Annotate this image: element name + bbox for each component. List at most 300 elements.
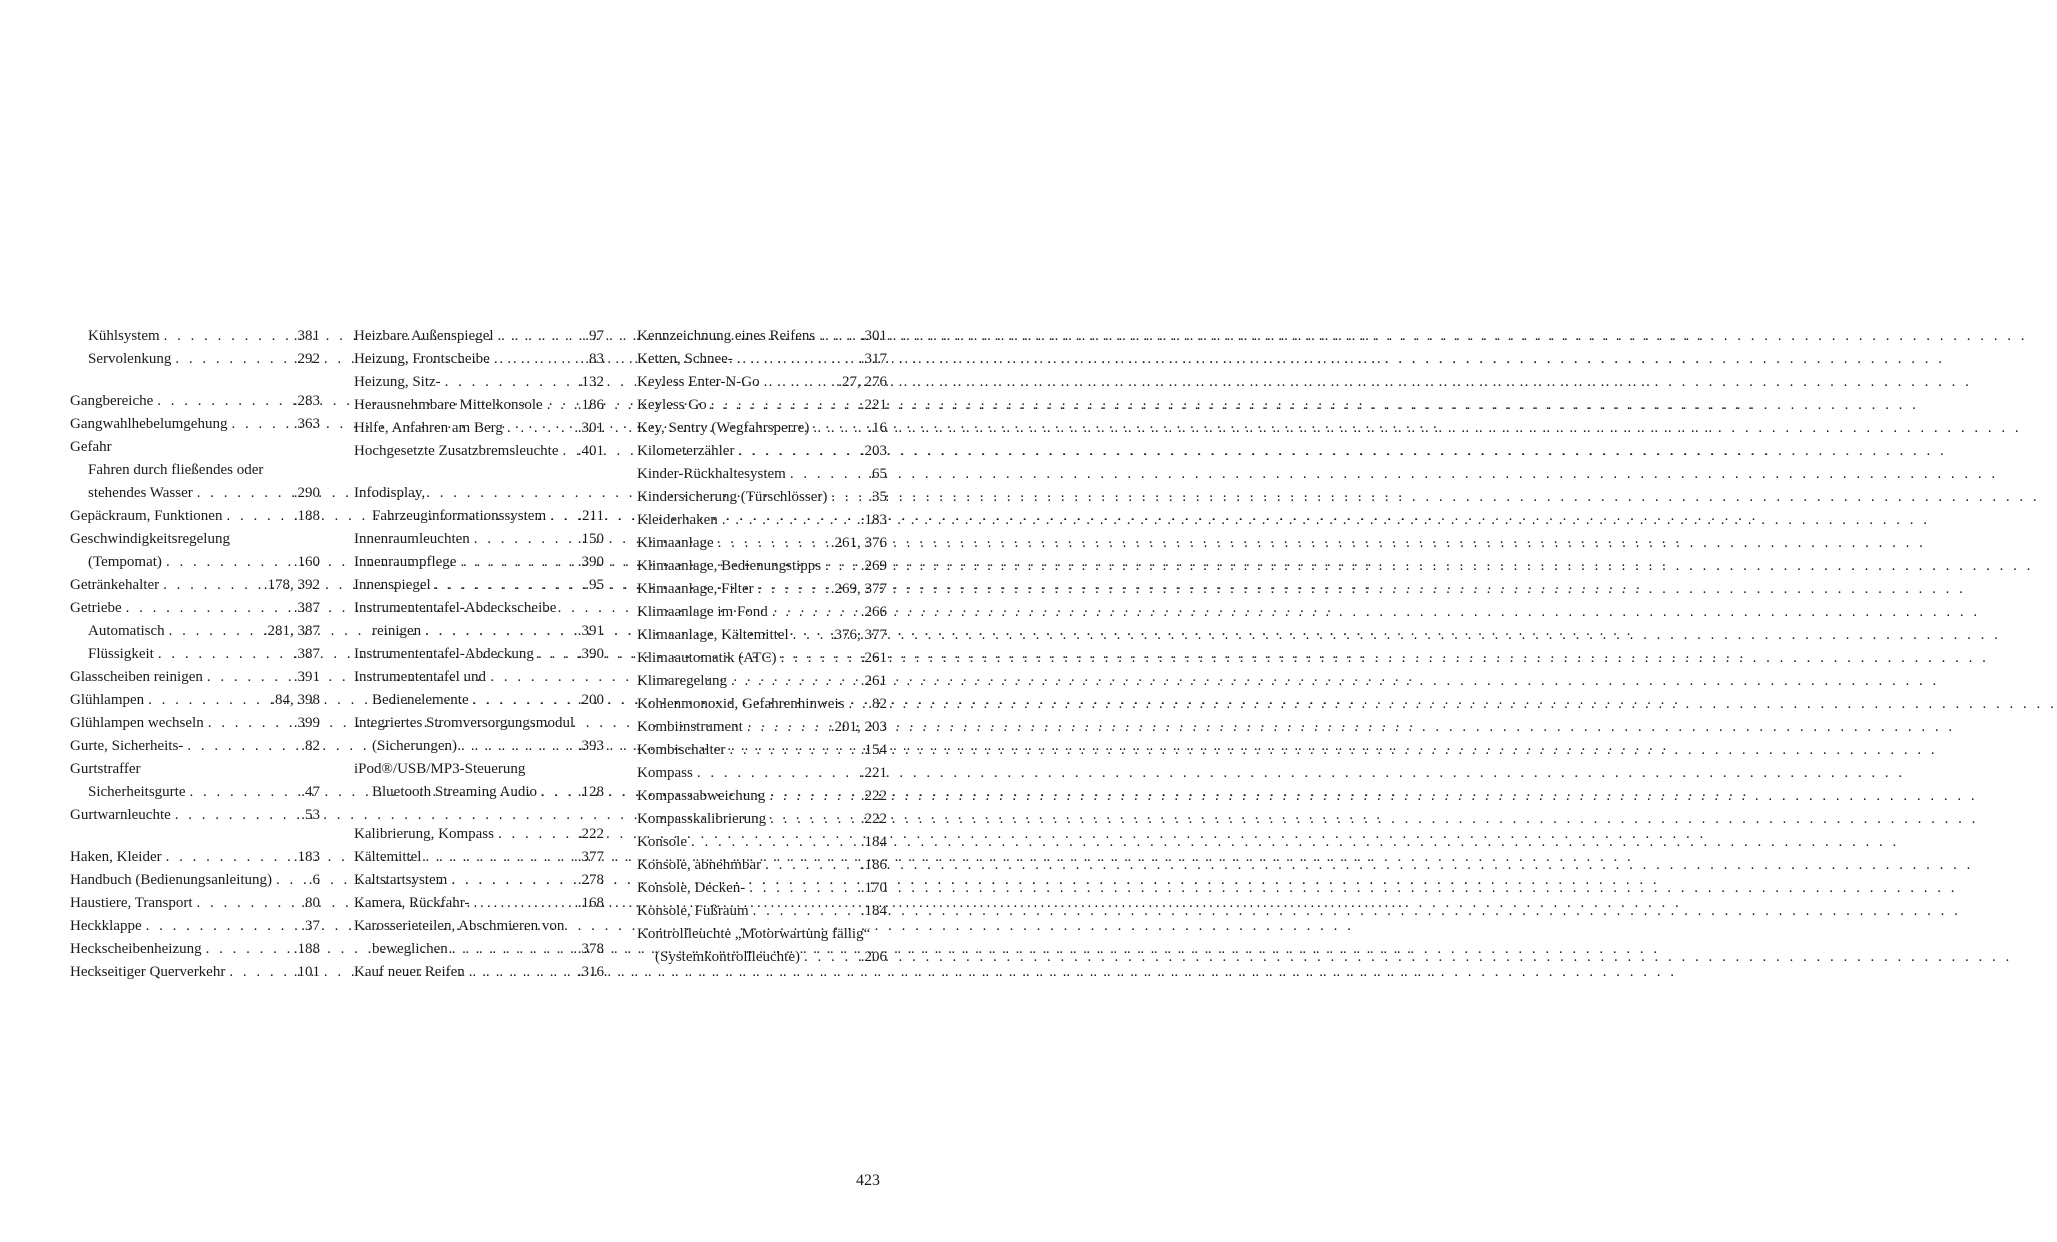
index-entry-page: .203	[860, 443, 887, 459]
index-entry-page: .391	[577, 623, 604, 639]
index-entry-page: .261	[860, 673, 887, 689]
index-entry-page: .387	[293, 646, 320, 662]
index-entry	[637, 762, 887, 785]
index-entry-text: Gurtwarnleuchte	[70, 807, 171, 823]
index-entry	[354, 325, 604, 348]
index-entry	[70, 436, 320, 459]
dot-leader	[541, 781, 576, 804]
index-entry	[354, 348, 604, 371]
dot-leader	[158, 643, 292, 666]
index-entry	[354, 689, 604, 712]
index-entry-page: .221	[860, 765, 887, 781]
index-entry-page: .178, 392	[263, 577, 320, 593]
index-entry-text: Key, Sentry (Wegfahrsperre)	[637, 420, 810, 436]
index-entry	[637, 371, 887, 394]
index-entry-text: Gurte, Sicherheits-	[70, 738, 184, 754]
index-entry	[354, 482, 604, 505]
index-entry-page: .390	[577, 646, 604, 662]
index-entry	[70, 689, 320, 712]
index-entry-page: .390	[577, 554, 604, 570]
index-entry	[354, 505, 604, 528]
index-entry-text: Handbuch (Bedienungsanleitung)	[70, 872, 273, 888]
index-entry-text: Kombiinstrument	[637, 719, 743, 735]
dot-leader	[563, 440, 576, 463]
index-entry-page: .188	[293, 941, 320, 957]
index-entry-page: .269, 377	[830, 581, 887, 597]
index-entry	[637, 854, 887, 877]
dot-leader	[229, 961, 291, 984]
index-entry	[70, 597, 320, 620]
index-entry-text: Hochgesetzte Zusatzbremsleuchte	[354, 443, 559, 459]
index-entry	[70, 735, 320, 758]
index-entry-text: Fahrzeuginformationssystem	[372, 508, 547, 524]
index-entry	[70, 781, 320, 804]
index-entry-text: Kauf neuer Reifen	[354, 964, 465, 980]
dot-leader	[164, 325, 292, 348]
index-entry-page: .47	[301, 784, 320, 800]
index-entry	[70, 892, 320, 915]
index-entry	[637, 808, 887, 831]
dot-leader	[208, 712, 292, 735]
index-entry-text: Kombischalter	[637, 742, 726, 758]
index-entry-text: Herausnehmbare Mittelkonsole	[354, 397, 543, 413]
index-entry-text: Bedienelemente	[372, 692, 469, 708]
index-entry	[637, 670, 887, 693]
dot-leader	[731, 670, 859, 693]
index-entry-text: Kompass	[637, 765, 693, 781]
dot-leader	[452, 938, 576, 961]
page-number: 423	[856, 1172, 880, 1189]
index-entry-text: Kennzeichnung eines Reifens	[637, 328, 816, 344]
index-entry-text: Heckseitiger Querverkehr	[70, 964, 226, 980]
dot-leader	[765, 854, 859, 877]
section-gap	[354, 463, 604, 482]
index-entry	[70, 915, 320, 938]
index-entry	[70, 938, 320, 961]
index-entry	[70, 620, 320, 643]
index-entry-page: .391	[293, 669, 320, 685]
index-entry	[70, 846, 320, 869]
index-entry-text: Heizung, Sitz-	[354, 374, 441, 390]
index-entry	[637, 555, 887, 578]
index-entry-page: .170	[860, 880, 887, 896]
index-entry	[637, 923, 887, 946]
dot-leader	[769, 785, 858, 808]
dot-leader	[772, 601, 859, 624]
index-entry-page: .378	[577, 941, 604, 957]
index-entry	[70, 804, 320, 827]
index-entry-page: .222	[860, 788, 887, 804]
index-entry-page: .278	[577, 872, 604, 888]
index-entry	[354, 394, 604, 417]
index-entry-page: .186	[577, 397, 604, 413]
dot-leader	[435, 574, 584, 597]
index-entry-text: Integriertes Stromversorgungsmodul	[354, 715, 575, 731]
index-entry-page: .128	[577, 784, 604, 800]
index-entry	[70, 712, 320, 735]
dot-leader	[494, 348, 583, 371]
index-entry	[70, 325, 320, 348]
index-entry-page: .16	[868, 420, 887, 436]
index-entry	[354, 823, 604, 846]
index-entry	[354, 915, 604, 938]
index-entry-page: .222	[860, 811, 887, 827]
index-entry-text: Keyless Go	[637, 397, 707, 413]
section-gap	[70, 371, 320, 390]
index-entry	[354, 892, 604, 915]
dot-leader	[166, 846, 292, 869]
index-entry-text: Kohlenmonoxid, Gefahrenhinweis	[637, 696, 845, 712]
index-entry-page: .150	[577, 531, 604, 547]
index-entry-text: Geschwindigkeitsregelung	[70, 531, 230, 547]
index-entry-text: (Systemkontrollleuchte)	[655, 949, 800, 965]
index-entry-text: Haken, Kleider	[70, 849, 162, 865]
index-entry	[70, 459, 320, 482]
index-entry	[354, 574, 604, 597]
index-entry	[70, 413, 320, 436]
dot-leader	[758, 578, 829, 601]
index-entry	[637, 877, 887, 900]
index-entry	[637, 647, 887, 670]
index-entry	[354, 781, 604, 804]
index-entry	[70, 528, 320, 551]
index-entry-text: Keyless Enter-N-Go	[637, 374, 760, 390]
index-entry	[354, 666, 604, 689]
index-entry-text: Glühlampen wechseln	[70, 715, 204, 731]
index-entry-page: .211	[578, 508, 604, 524]
dot-leader	[790, 463, 866, 486]
index-entry-text: Instrumententafel-Abdeckscheibe	[354, 600, 557, 616]
index-entry-text: Kindersicherung (Türschlösser)	[637, 489, 828, 505]
dot-leader	[738, 440, 858, 463]
index-entry-text: reinigen	[372, 623, 422, 639]
index-entry	[637, 486, 887, 509]
index-entry-page: .387	[293, 600, 320, 616]
dot-leader	[474, 528, 576, 551]
dot-leader	[819, 325, 858, 348]
index-entry	[354, 551, 604, 574]
index-entry-page: .97	[585, 328, 604, 344]
dot-leader	[729, 739, 858, 762]
index-entry-page: .188	[293, 508, 320, 524]
dot-leader	[169, 620, 262, 643]
index-entry-text: Heizbare Außenspiegel	[354, 328, 494, 344]
dot-leader	[718, 532, 829, 555]
index-entry-text: Klimaanlage, Filter	[637, 581, 754, 597]
dot-leader	[697, 762, 859, 785]
index-entry-text: Kompassabweichung	[637, 788, 766, 804]
index-entry	[637, 785, 887, 808]
dot-leader	[425, 620, 576, 643]
index-entry-page: .283	[293, 393, 320, 409]
index-entry-text: Sicherheitsgurte	[88, 784, 186, 800]
index-entry-text: Innenraumpflege	[354, 554, 457, 570]
index-entry-text: iPod®/USB/MP3-Steuerung	[354, 761, 526, 777]
index-entry-page: .269	[860, 558, 887, 574]
dot-leader	[825, 555, 859, 578]
index-entry	[354, 643, 604, 666]
index-entry-page: .80	[301, 895, 320, 911]
index-entry-text: Klimaanlage im Fond	[637, 604, 768, 620]
index-entry-page: .261, 376	[830, 535, 887, 551]
index-entry-text: Hilfe, Anfahren am Berg	[354, 420, 503, 436]
index-entry-page: .82	[868, 696, 887, 712]
index-entry-text: Konsole, abnehmbar	[637, 857, 762, 873]
index-entry-page: .266	[860, 604, 887, 620]
index-entry	[354, 758, 604, 781]
dot-leader	[187, 735, 299, 758]
dot-leader	[126, 597, 292, 620]
index-entry-text: beweglichen	[372, 941, 448, 957]
index-entry	[637, 463, 887, 486]
dot-leader	[157, 390, 291, 413]
index-entry-page: .206	[860, 949, 887, 965]
index-entry	[637, 578, 887, 601]
index-entry	[354, 735, 604, 758]
index-entry-page: .184	[860, 834, 887, 850]
dot-leader	[804, 946, 859, 969]
index-entry-page: .35	[868, 489, 887, 505]
index-entry	[70, 758, 320, 781]
dot-leader	[538, 643, 576, 666]
index-entry-text: Klimaanlage, Kältemittel	[637, 627, 789, 643]
dot-leader	[445, 371, 576, 394]
dot-leader	[146, 915, 300, 938]
index-entry-text: stehendes Wasser	[88, 485, 193, 501]
dot-leader	[770, 808, 859, 831]
dot-leader	[764, 371, 837, 394]
index-entry	[637, 509, 887, 532]
index-entry-text: Konsole, Decken-	[637, 880, 746, 896]
index-entry-page: .377	[577, 849, 604, 865]
index-entry-page: .132	[577, 374, 604, 390]
index-entry-page: .261	[860, 650, 887, 666]
dot-leader	[813, 417, 866, 440]
index-entry-page: .393	[577, 738, 604, 754]
index-column-3	[637, 325, 887, 969]
index-column-2	[354, 325, 604, 984]
dot-leader	[691, 831, 859, 854]
index-entry-page: .381	[293, 328, 320, 344]
dot-leader	[498, 325, 584, 348]
index-entry	[70, 482, 320, 505]
index-entry-text: Gurtstraffer	[70, 761, 141, 777]
index-entry-text: Kalibrierung, Kompass	[354, 826, 494, 842]
index-entry	[70, 643, 320, 666]
dot-leader	[206, 938, 292, 961]
index-entry	[637, 831, 887, 854]
index-entry	[637, 394, 887, 417]
index-entry-page: .168	[577, 895, 604, 911]
index-entry	[637, 739, 887, 762]
dot-leader	[189, 781, 299, 804]
dot-leader	[747, 716, 829, 739]
index-entry	[637, 440, 887, 463]
dot-leader	[469, 961, 576, 984]
index-entry-page: .82	[301, 738, 320, 754]
index-entry	[70, 574, 320, 597]
dot-leader	[753, 900, 859, 923]
index-entry-text: Kleiderhaken	[637, 512, 718, 528]
index-entry-text: Instrumententafel-Abdeckung	[354, 646, 534, 662]
index-entry-text: (Sicherungen)	[372, 738, 457, 754]
index-entry-text: Kältemittel	[354, 849, 422, 865]
dot-leader	[166, 551, 292, 574]
index-entry-page: .221	[860, 397, 887, 413]
index-entry	[70, 348, 320, 371]
dot-leader	[276, 869, 307, 892]
index-entry-text: (Tempomat)	[88, 554, 162, 570]
index-entry	[637, 946, 887, 969]
index-entry-page: .301	[860, 328, 887, 344]
index-entry-text: Glasscheiben reinigen	[70, 669, 203, 685]
index-entry-page: .363	[293, 416, 320, 432]
index-entry-text: Kinder-Rückhaltesystem	[637, 466, 786, 482]
index-entry	[354, 371, 604, 394]
index-entry-page: .95	[585, 577, 604, 593]
index-entry-page: .301	[577, 420, 604, 436]
index-entry	[637, 601, 887, 624]
index-entry	[70, 505, 320, 528]
index-entry-text: Klimaautomatik (ATC)	[637, 650, 777, 666]
index-entry-text: Bluetooth Streaming Audio	[372, 784, 537, 800]
index-entry-page: .401	[577, 443, 604, 459]
index-entry-text: Ketten, Schnee-	[637, 351, 733, 367]
dot-leader	[781, 647, 859, 670]
dot-leader	[848, 693, 866, 716]
index-entry-text: Gepäckraum, Funktionen	[70, 508, 223, 524]
index-entry-page: .292	[293, 351, 320, 367]
index-entry	[354, 869, 604, 892]
index-entry	[354, 846, 604, 869]
index-entry-text: Konsole	[637, 834, 687, 850]
index-entry-page: .101	[293, 964, 320, 980]
dot-leader	[749, 877, 858, 900]
dot-leader	[473, 892, 575, 915]
index-entry-text: Kilometerzähler	[637, 443, 735, 459]
dot-leader	[737, 348, 859, 371]
index-entry-text: Fahren durch fließendes oder	[88, 462, 264, 478]
dot-leader	[461, 735, 576, 758]
index-entry-text: Servolenkung	[88, 351, 172, 367]
index-entry-page: .53	[301, 807, 320, 823]
dot-leader	[451, 869, 575, 892]
index-entry	[637, 417, 887, 440]
index-entry-text: Kamera, Rückfahr-	[354, 895, 470, 911]
index-entry-page: .27, 276	[838, 374, 887, 390]
index-entry-text: Konsole, Fußraum	[637, 903, 749, 919]
index-entry	[70, 666, 320, 689]
dot-leader	[207, 666, 292, 689]
index-entry-text: Gefahr	[70, 439, 112, 455]
index-entry	[637, 693, 887, 716]
index-entry-text: Gangwahlhebelumgehung	[70, 416, 228, 432]
index-entry-text: Heckklappe	[70, 918, 142, 934]
index-entry	[70, 390, 320, 413]
index-entry-text: Karosserieteilen, Abschmieren von	[354, 918, 565, 934]
index-entry-page: .376, 377	[830, 627, 887, 643]
index-entry	[354, 417, 604, 440]
index-entry-text: Gangbereiche	[70, 393, 154, 409]
index-entry	[637, 348, 887, 371]
dot-leader	[498, 823, 576, 846]
dot-leader	[175, 348, 291, 371]
index-entry-page: .154	[860, 742, 887, 758]
index-entry	[637, 716, 887, 739]
index-entry	[354, 712, 604, 735]
dot-leader	[507, 417, 576, 440]
dot-leader	[425, 846, 575, 869]
dot-leader	[197, 892, 300, 915]
index-entry	[70, 961, 320, 984]
index-entry-text: Heckscheibenheizung	[70, 941, 202, 957]
index-entry-page: .200	[577, 692, 604, 708]
index-entry	[354, 597, 604, 620]
index-entry-page: .222	[577, 826, 604, 842]
section-gap	[70, 827, 320, 846]
index-entry	[637, 624, 887, 647]
index-entry	[637, 325, 887, 348]
index-entry-page: .201, 203	[830, 719, 887, 735]
index-column-1	[70, 325, 320, 984]
section-gap	[354, 804, 604, 823]
index-entry	[354, 620, 604, 643]
index-entry	[637, 532, 887, 555]
index-entry	[354, 938, 604, 961]
dot-leader	[547, 394, 576, 417]
index-entry-page: .183	[860, 512, 887, 528]
dot-leader	[231, 413, 291, 436]
index-entry-text: Innenraumleuchten	[354, 531, 470, 547]
index-entry-page: .183	[293, 849, 320, 865]
index-entry-text: Kompasskalibrierung	[637, 811, 767, 827]
index-entry-text: Kaltstartsystem	[354, 872, 448, 888]
index-entry-text: Kontrollleuchte „Motorwartung fällig“	[637, 926, 871, 942]
dot-leader	[793, 624, 829, 647]
index-entry-text: Glühlampen	[70, 692, 145, 708]
index-entry-page: .6	[308, 872, 320, 888]
index-entry-page: .160	[293, 554, 320, 570]
index-entry-text: Heizung, Frontscheibe	[354, 351, 490, 367]
dot-leader	[550, 505, 576, 528]
index-entry-page: .65	[868, 466, 887, 482]
dot-leader	[175, 804, 299, 827]
index-entry-page: .281, 387	[263, 623, 320, 639]
index-entry-page: .186	[860, 857, 887, 873]
index-entry	[354, 440, 604, 463]
index-entry-page: .399	[293, 715, 320, 731]
index-entry-text: Haustiere, Transport	[70, 895, 193, 911]
index-entry-text: Klimaanlage, Bedienungstipps	[637, 558, 822, 574]
index-entry-page: .290	[293, 485, 320, 501]
dot-leader	[460, 551, 575, 574]
index-entry	[70, 551, 320, 574]
index-entry-text: Automatisch	[88, 623, 165, 639]
dot-leader	[197, 482, 292, 505]
index-entry	[637, 900, 887, 923]
index-entry-page: .316	[577, 964, 604, 980]
index-entry-page: .317	[860, 351, 887, 367]
index-entry-text: Getränkehalter	[70, 577, 160, 593]
index-entry	[354, 961, 604, 984]
index-entry-page: .184	[860, 903, 887, 919]
dot-leader	[148, 689, 269, 712]
index-entry-text: Infodisplay,	[354, 485, 426, 501]
index-entry-page: .84, 398	[271, 692, 320, 708]
index-entry-text: Innenspiegel	[354, 577, 431, 593]
index-entry-text: Instrumententafel und	[354, 669, 487, 685]
index-entry	[70, 869, 320, 892]
